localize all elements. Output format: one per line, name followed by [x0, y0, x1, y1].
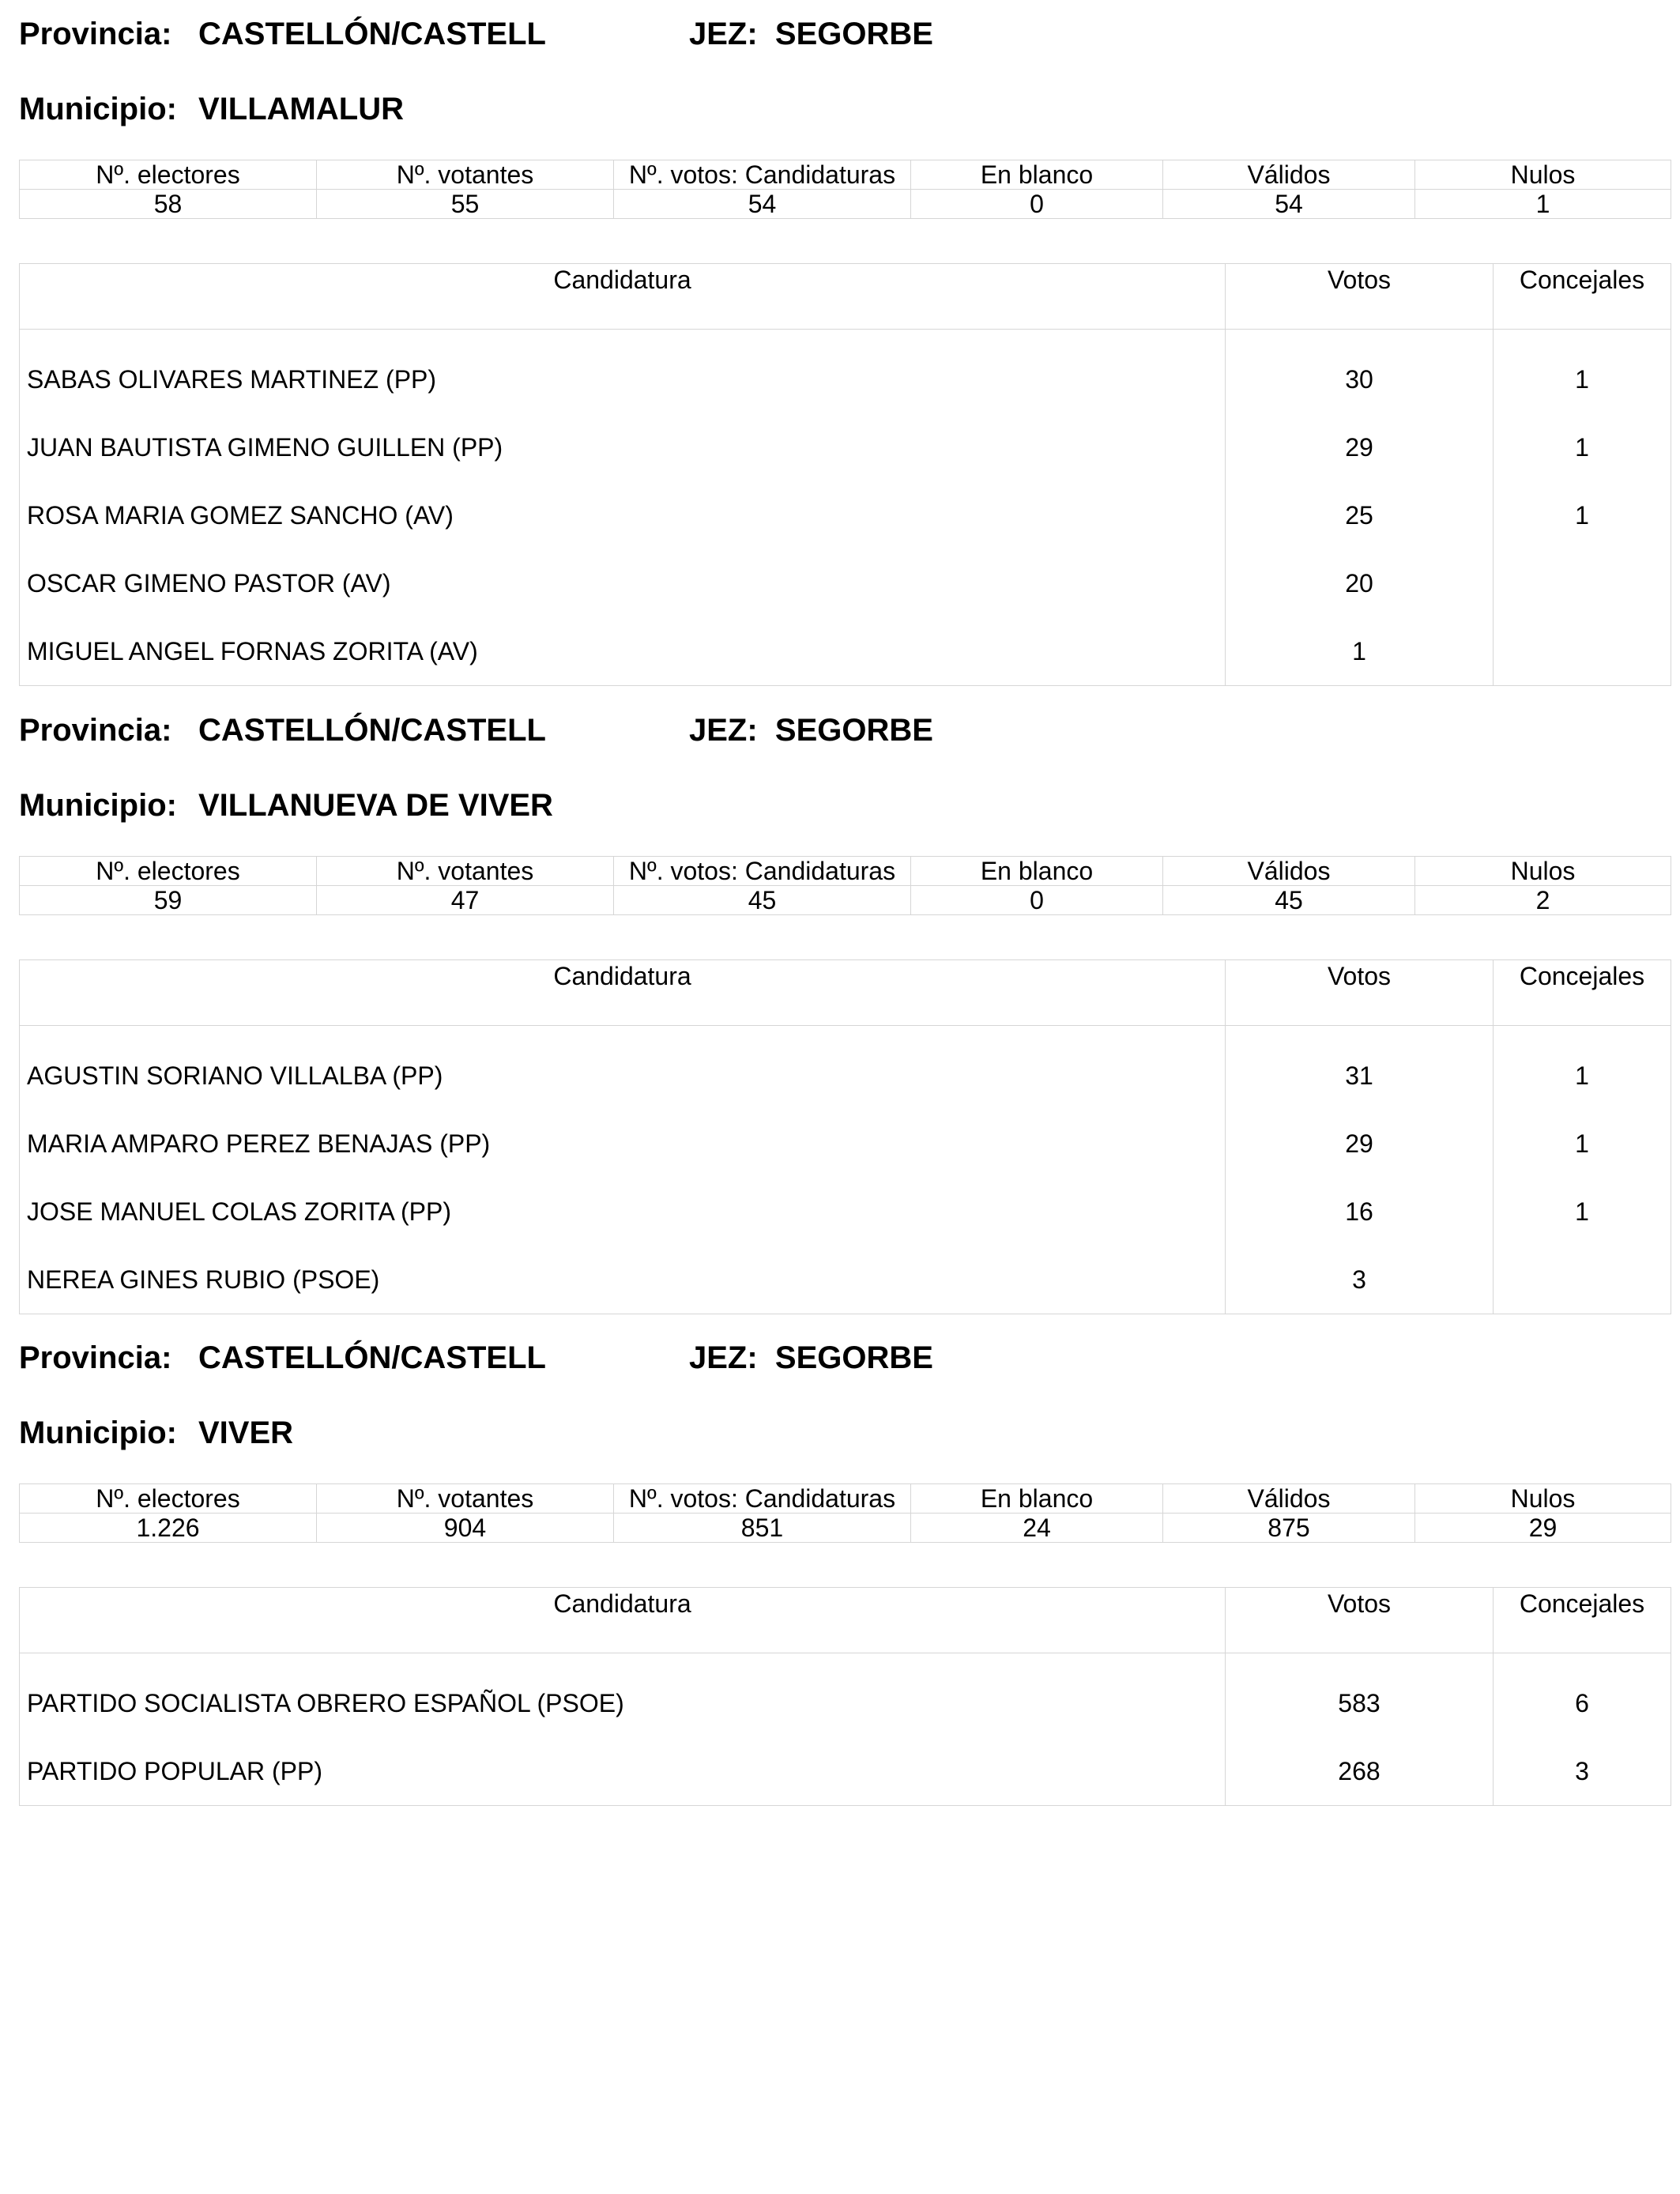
candidate-name: JUAN BAUTISTA GIMENO GUILLEN (PP) — [20, 413, 1226, 481]
table-row — [20, 617, 1671, 686]
province-value: CASTELLÓN/CASTELL — [198, 1340, 546, 1375]
candidate-name: AGUSTIN SORIANO VILLALBA (PP) — [20, 1026, 1226, 1110]
candidate-councillors: 1 — [1494, 1026, 1671, 1110]
stats-value-cell: 1 — [1415, 190, 1671, 219]
jez-value: SEGORBE — [774, 713, 933, 748]
candidate-votes: 25 — [1226, 481, 1494, 549]
candidate-votes: 268 — [1226, 1737, 1494, 1806]
stats-value-cell: 0 — [911, 886, 1163, 915]
table-row — [20, 330, 1671, 414]
candidates-header-cell: Concejales — [1494, 264, 1671, 330]
stats-value-cell: 54 — [1163, 190, 1415, 219]
municipality-name: VILLAMALUR — [198, 92, 404, 126]
province-label: Provincia: — [19, 713, 172, 748]
table-row — [20, 1026, 1671, 1110]
stats-header-cell: Nº. votos: Candidaturas — [614, 857, 911, 886]
candidates-header-cell: Candidatura — [20, 1588, 1226, 1653]
candidate-votes: 16 — [1226, 1178, 1494, 1246]
jez-value: SEGORBE — [774, 17, 933, 51]
candidate-votes: 31 — [1226, 1026, 1494, 1110]
candidate-votes: 29 — [1226, 1110, 1494, 1178]
candidates-header-row — [20, 960, 1671, 1026]
candidate-name: NEREA GINES RUBIO (PSOE) — [20, 1246, 1226, 1314]
candidate-name: OSCAR GIMENO PASTOR (AV) — [20, 549, 1226, 617]
table-row — [20, 1653, 1671, 1738]
stats-value-cell: 851 — [614, 1514, 911, 1543]
candidates-table — [19, 263, 1671, 686]
candidate-councillors: 1 — [1494, 481, 1671, 549]
candidate-councillors: 1 — [1494, 330, 1671, 414]
table-row — [20, 1737, 1671, 1806]
stats-table — [19, 160, 1671, 219]
stats-value-cell: 45 — [1163, 886, 1415, 915]
jez-value: SEGORBE — [774, 1340, 933, 1375]
candidate-councillors — [1494, 1246, 1671, 1314]
province-line — [19, 711, 933, 750]
stats-header-cell: Nº. electores — [20, 1484, 317, 1514]
municipality-label: Municipio: — [19, 1416, 177, 1450]
stats-value-cell: 904 — [317, 1514, 614, 1543]
candidates-header-cell: Concejales — [1494, 1588, 1671, 1653]
stats-header-cell: Nulos — [1415, 1484, 1671, 1514]
municipality-line — [19, 786, 553, 825]
table-row — [20, 1246, 1671, 1314]
province-label: Provincia: — [19, 1340, 172, 1375]
municipality-name: VILLANUEVA DE VIVER — [198, 788, 553, 823]
stats-header-cell: En blanco — [911, 160, 1163, 190]
candidate-councillors: 1 — [1494, 1178, 1671, 1246]
stats-header-cell: Válidos — [1163, 160, 1415, 190]
stats-header-cell: Nº. votos: Candidaturas — [614, 1484, 911, 1514]
stats-header-cell: En blanco — [911, 1484, 1163, 1514]
jez-line — [689, 711, 933, 750]
candidate-name: PARTIDO POPULAR (PP) — [20, 1737, 1226, 1806]
stats-header-row — [20, 1484, 1671, 1514]
stats-header-cell: Nº. votantes — [317, 160, 614, 190]
stats-header-cell: Nº. votantes — [317, 1484, 614, 1514]
candidate-name: ROSA MARIA GOMEZ SANCHO (AV) — [20, 481, 1226, 549]
municipality-line — [19, 89, 404, 129]
jez-line — [689, 14, 933, 54]
table-row — [20, 1110, 1671, 1178]
candidate-name: JOSE MANUEL COLAS ZORITA (PP) — [20, 1178, 1226, 1246]
stats-table — [19, 1483, 1671, 1543]
candidates-header-row — [20, 1588, 1671, 1653]
table-row — [20, 549, 1671, 617]
stats-header-cell: Válidos — [1163, 857, 1415, 886]
stats-value-row — [20, 190, 1671, 219]
stats-value-cell: 29 — [1415, 1514, 1671, 1543]
stats-header-cell: Nº. votos: Candidaturas — [614, 160, 911, 190]
province-line — [19, 14, 933, 54]
candidate-councillors — [1494, 549, 1671, 617]
stats-value-cell: 54 — [614, 190, 911, 219]
stats-header-cell: Nº. votantes — [317, 857, 614, 886]
stats-value-cell: 875 — [1163, 1514, 1415, 1543]
stats-value-cell: 2 — [1415, 886, 1671, 915]
municipality-line — [19, 1413, 294, 1453]
candidate-name: MARIA AMPARO PEREZ BENAJAS (PP) — [20, 1110, 1226, 1178]
stats-value-cell: 0 — [911, 190, 1163, 219]
stats-header-cell: En blanco — [911, 857, 1163, 886]
municipality-label: Municipio: — [19, 92, 177, 126]
candidates-table — [19, 959, 1671, 1314]
candidates-header-cell: Candidatura — [20, 960, 1226, 1026]
stats-header-cell: Nulos — [1415, 160, 1671, 190]
candidate-councillors: 1 — [1494, 1110, 1671, 1178]
province-value: CASTELLÓN/CASTELL — [198, 17, 546, 51]
province-label: Provincia: — [19, 17, 172, 51]
municipality-label: Municipio: — [19, 788, 177, 823]
candidate-councillors: 1 — [1494, 413, 1671, 481]
stats-table — [19, 856, 1671, 915]
candidates-header-cell: Votos — [1226, 264, 1494, 330]
candidate-votes: 20 — [1226, 549, 1494, 617]
stats-value-cell: 58 — [20, 190, 317, 219]
stats-value-cell: 47 — [317, 886, 614, 915]
stats-value-cell: 24 — [911, 1514, 1163, 1543]
candidate-councillors — [1494, 617, 1671, 686]
candidates-header-cell: Concejales — [1494, 960, 1671, 1026]
province-value: CASTELLÓN/CASTELL — [198, 713, 546, 748]
province-line — [19, 1338, 933, 1378]
candidate-councillors: 6 — [1494, 1653, 1671, 1738]
stats-header-row — [20, 857, 1671, 886]
jez-label: JEZ: — [689, 17, 758, 51]
stats-header-cell: Válidos — [1163, 1484, 1415, 1514]
candidates-header-cell: Candidatura — [20, 264, 1226, 330]
candidates-header-cell: Votos — [1226, 960, 1494, 1026]
candidates-header-row — [20, 264, 1671, 330]
stats-header-cell: Nulos — [1415, 857, 1671, 886]
jez-label: JEZ: — [689, 1340, 758, 1375]
candidate-votes: 30 — [1226, 330, 1494, 414]
municipality-name: VIVER — [198, 1416, 294, 1450]
candidates-table — [19, 1587, 1671, 1806]
candidate-name: SABAS OLIVARES MARTINEZ (PP) — [20, 330, 1226, 414]
stats-value-row — [20, 1514, 1671, 1543]
stats-header-cell: Nº. electores — [20, 857, 317, 886]
stats-value-cell: 45 — [614, 886, 911, 915]
candidate-councillors: 3 — [1494, 1737, 1671, 1806]
jez-label: JEZ: — [689, 713, 758, 748]
table-row — [20, 1178, 1671, 1246]
stats-value-cell: 1.226 — [20, 1514, 317, 1543]
stats-header-row — [20, 160, 1671, 190]
jez-line — [689, 1338, 933, 1378]
stats-value-cell: 55 — [317, 190, 614, 219]
candidate-name: MIGUEL ANGEL FORNAS ZORITA (AV) — [20, 617, 1226, 686]
candidate-votes: 1 — [1226, 617, 1494, 686]
table-row — [20, 413, 1671, 481]
table-row — [20, 481, 1671, 549]
candidates-header-cell: Votos — [1226, 1588, 1494, 1653]
candidate-name: PARTIDO SOCIALISTA OBRERO ESPAÑOL (PSOE) — [20, 1653, 1226, 1738]
candidate-votes: 583 — [1226, 1653, 1494, 1738]
stats-value-row — [20, 886, 1671, 915]
candidate-votes: 29 — [1226, 413, 1494, 481]
stats-header-cell: Nº. electores — [20, 160, 317, 190]
stats-value-cell: 59 — [20, 886, 317, 915]
candidate-votes: 3 — [1226, 1246, 1494, 1314]
